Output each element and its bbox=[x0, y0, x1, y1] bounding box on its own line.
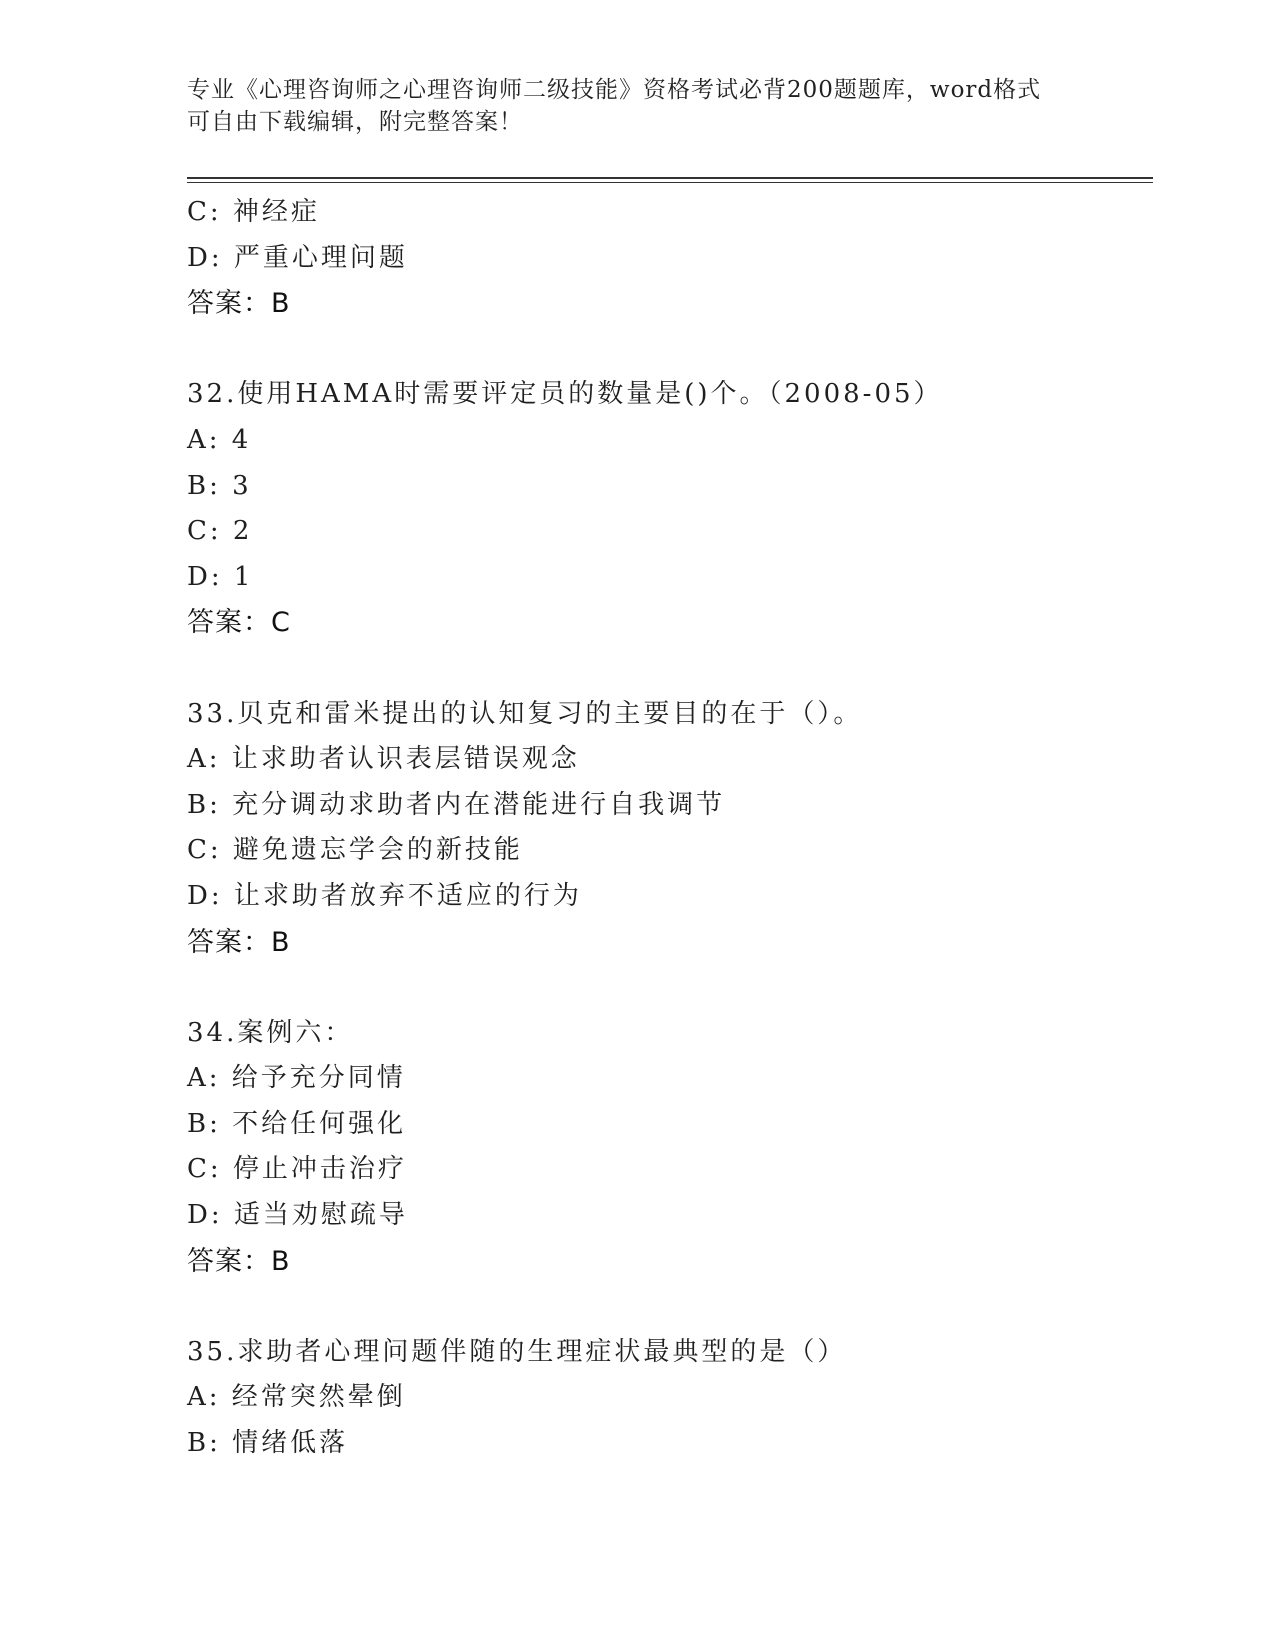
spacer bbox=[187, 1284, 1153, 1330]
question-34 bbox=[187, 1011, 1153, 1285]
answer: 答案：C bbox=[187, 607, 291, 639]
option-d: D: 1 bbox=[187, 561, 254, 592]
document-header bbox=[187, 74, 1087, 138]
option-c: C: 神经症 bbox=[187, 197, 320, 227]
option-d: D: 适当劝慰疏导 bbox=[187, 1200, 408, 1231]
option-d: D: 严重心理问题 bbox=[187, 242, 408, 273]
question-31 bbox=[187, 190, 1153, 327]
header-line-1: 专业《心理咨询师之心理咨询师二级技能》资格考试必背200题题库，word格式 bbox=[187, 77, 1042, 103]
option-c: C: 避免遗忘学会的新技能 bbox=[187, 835, 523, 866]
question-list bbox=[187, 190, 1153, 1467]
spacer bbox=[187, 327, 1153, 373]
question-33 bbox=[187, 692, 1153, 966]
option-b: B: 3 bbox=[187, 470, 252, 501]
option-c: C: 停止冲击治疗 bbox=[187, 1154, 407, 1185]
question-text: 34.案例六： bbox=[187, 1017, 354, 1048]
question-35 bbox=[187, 1330, 1153, 1467]
option-d: D: 让求助者放弃不适应的行为 bbox=[187, 880, 582, 911]
option-b: B: 情绪低落 bbox=[187, 1428, 349, 1459]
answer: 答案：B bbox=[187, 926, 291, 958]
header-rule-thick bbox=[187, 177, 1153, 179]
spacer bbox=[187, 646, 1153, 692]
option-c: C: 2 bbox=[187, 516, 253, 547]
answer: 答案：B bbox=[187, 1245, 291, 1277]
question-text: 33.贝克和雷米提出的认知复习的主要目的在于（）。 bbox=[187, 698, 863, 729]
option-a: A: 让求助者认识表层错误观念 bbox=[187, 744, 580, 775]
question-text: 35.求助者心理问题伴随的生理症状最典型的是（） bbox=[187, 1336, 847, 1367]
header-line-2: 可自由下载编辑，附完整答案！ bbox=[187, 109, 523, 135]
option-a: A: 经常突然晕倒 bbox=[187, 1382, 406, 1413]
option-b: B: 不给任何强化 bbox=[187, 1108, 407, 1139]
spacer bbox=[187, 965, 1153, 1011]
answer: 答案：B bbox=[187, 288, 291, 320]
option-b: B: 充分调动求助者内在潜能进行自我调节 bbox=[187, 789, 726, 820]
question-32 bbox=[187, 372, 1153, 646]
option-a: A: 4 bbox=[187, 424, 252, 455]
header-rule-thin bbox=[187, 182, 1153, 183]
option-a: A: 给予充分同情 bbox=[187, 1063, 406, 1094]
question-text: 32.使用HAMA时需要评定员的数量是()个。（2008-05） bbox=[187, 379, 943, 410]
